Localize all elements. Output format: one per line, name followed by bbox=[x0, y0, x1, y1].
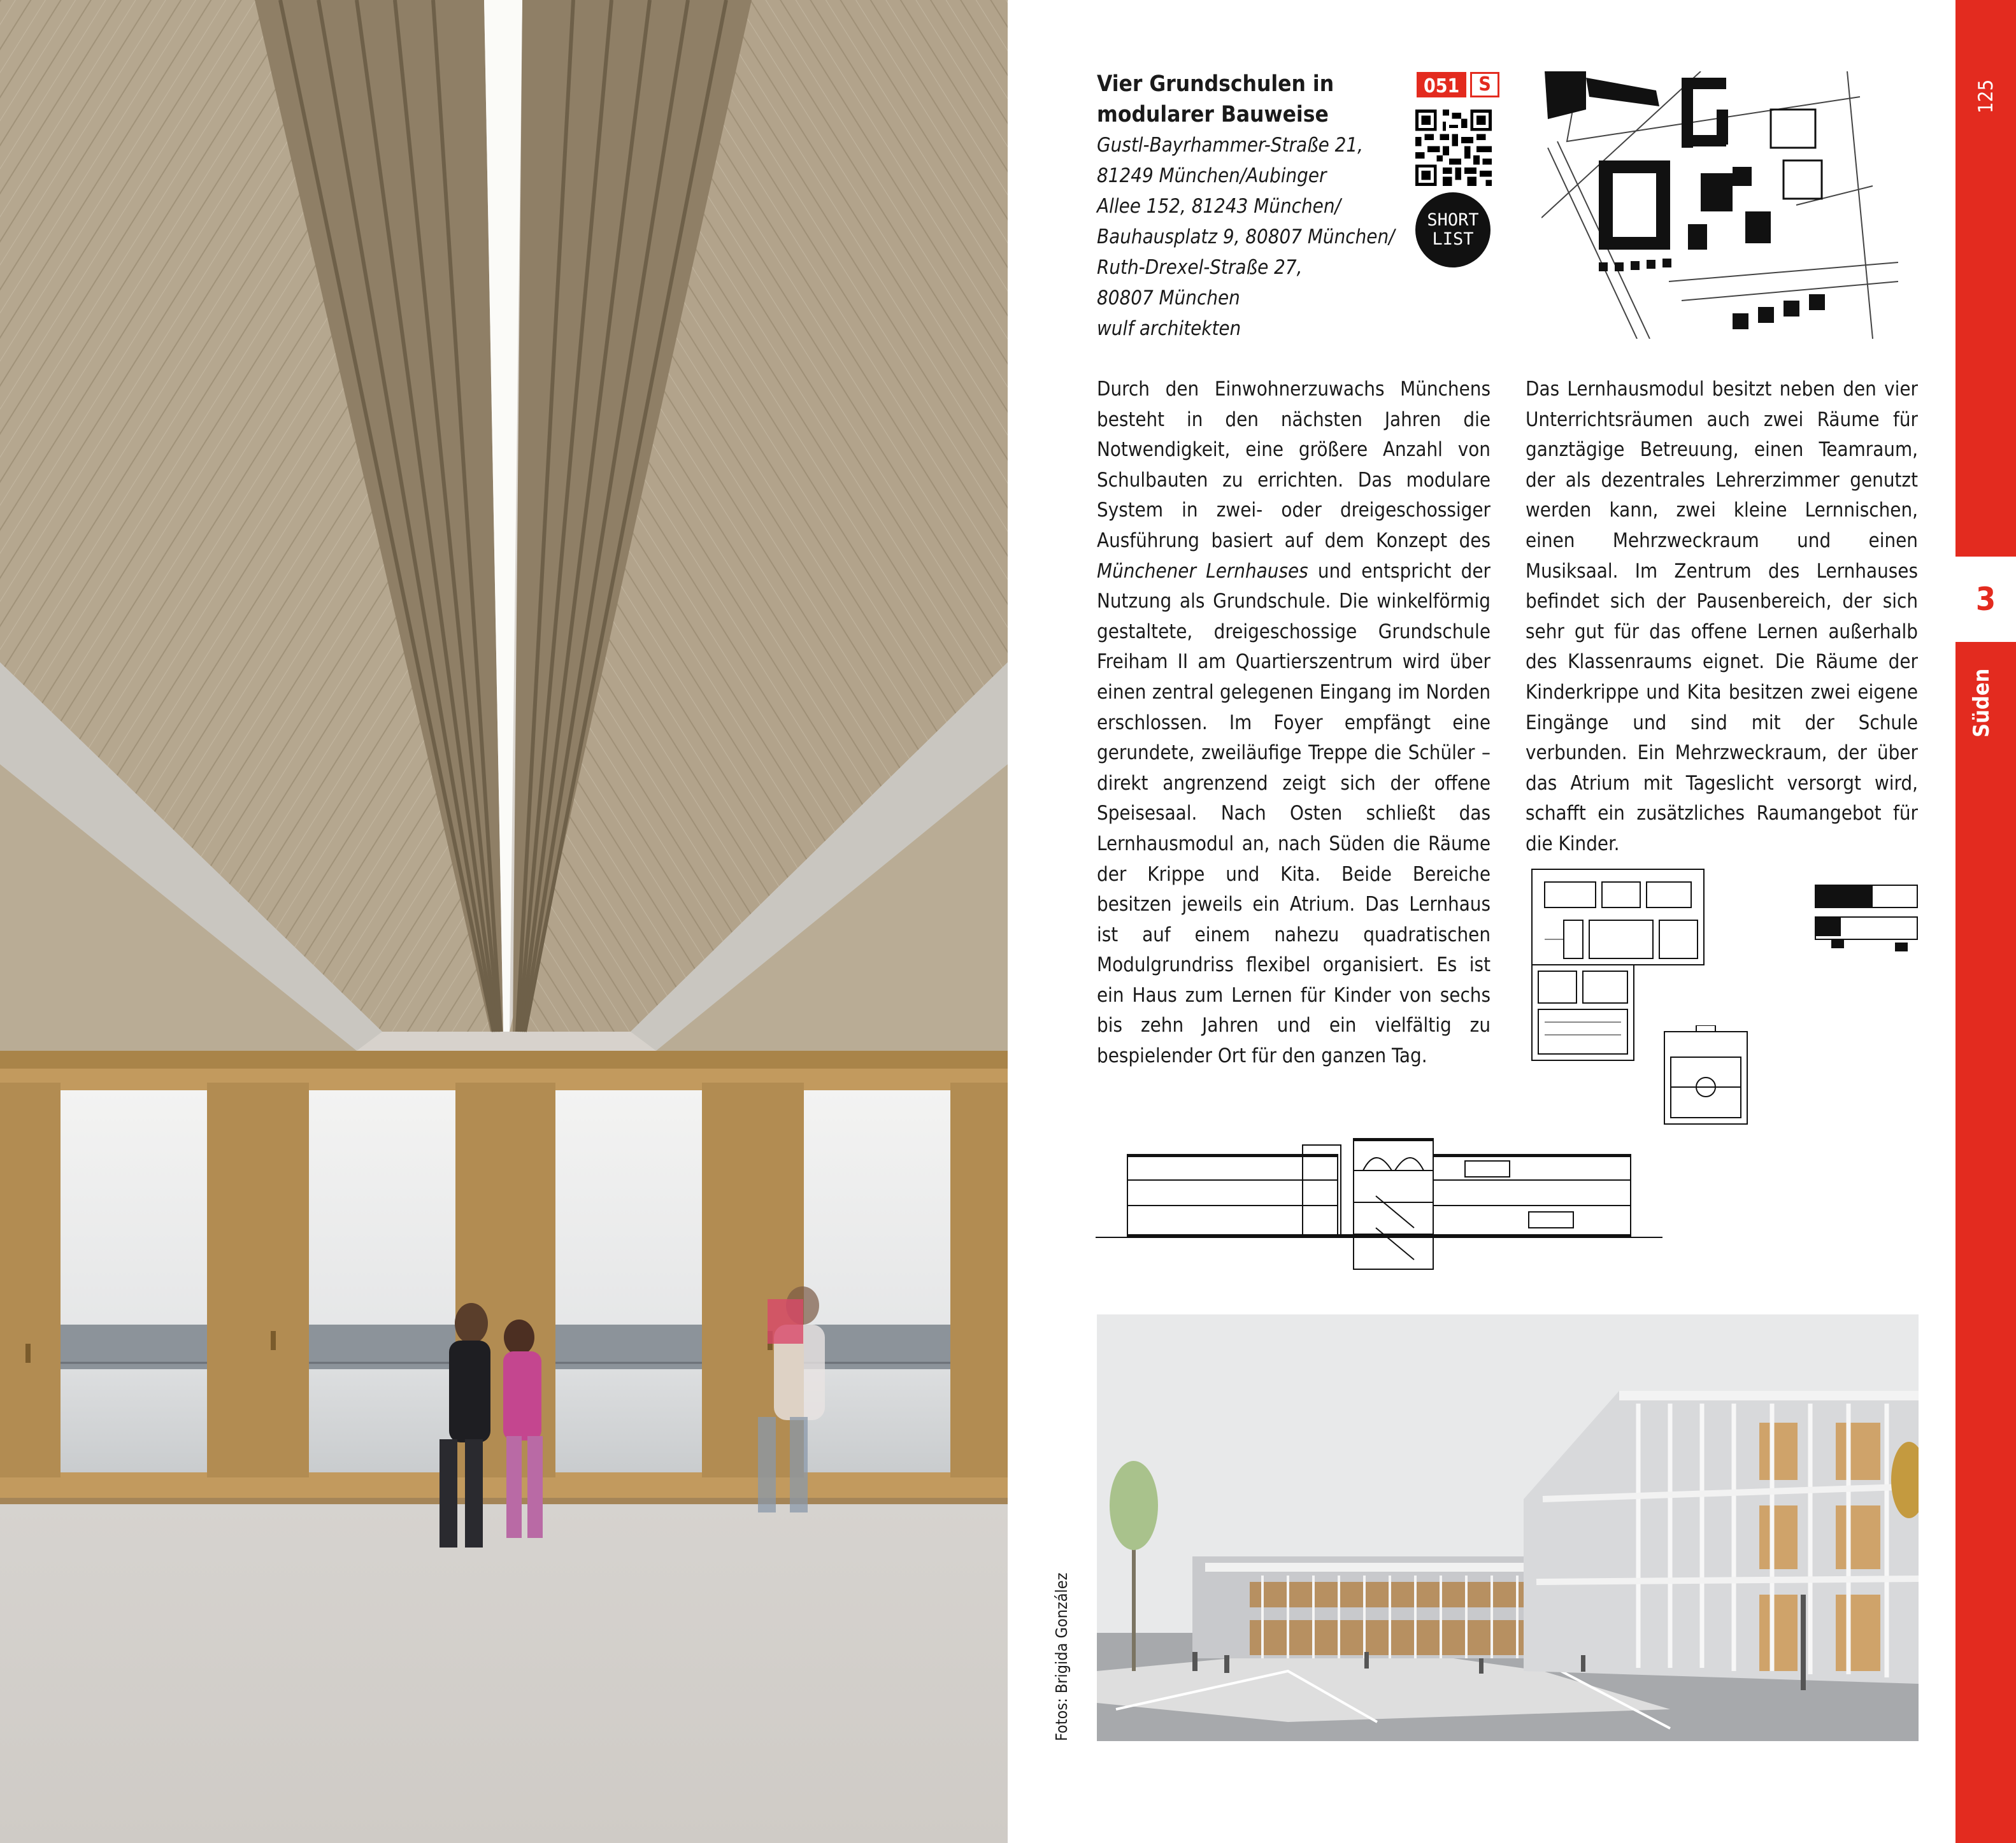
chapter-name: Süden bbox=[1969, 668, 1994, 737]
address-line: Bauhausplatz 9, 80807 München/ bbox=[1097, 225, 1395, 248]
address-line: 80807 München bbox=[1097, 287, 1240, 310]
region-letter: S bbox=[1470, 72, 1499, 97]
address-line: Gustl-Bayrhammer-Straße 21, bbox=[1097, 134, 1363, 157]
address-line: 81249 München/Aubinger bbox=[1097, 164, 1327, 187]
project-title-line-1: Vier Grundschulen in bbox=[1097, 71, 1334, 97]
body-text-column-2 bbox=[1526, 374, 1918, 860]
body-paragraph bbox=[1097, 374, 1491, 1072]
site-plan-drawing bbox=[1541, 71, 1898, 339]
gym-plan-drawing bbox=[1661, 1025, 1750, 1127]
body-text-part: Durch den Einwohnerzuwachs Münchens besteht in den nächsten Jahren die Notwendigkeit, eine größere Anzahl von Schulbauten zu errichten. Das modulare System in zwei- oder dreigeschossiger Ausführung basiert auf dem Konzept des bbox=[1097, 378, 1491, 552]
shortlist-line-2: LIST bbox=[1432, 229, 1474, 249]
object-number: 051 bbox=[1417, 72, 1466, 97]
body-text-emphasis: Münchener Lernhauses bbox=[1097, 559, 1308, 583]
architect-name: wulf architekten bbox=[1097, 317, 1241, 340]
address-line: Allee 152, 81243 München/ bbox=[1097, 195, 1341, 218]
address-line: Ruth-Drexel-Straße 27, bbox=[1097, 256, 1303, 279]
object-code bbox=[1417, 72, 1499, 97]
project-title-line-2: modularer Bauweise bbox=[1097, 102, 1329, 127]
courtyard-photo bbox=[1097, 1314, 1919, 1741]
page-number: 125 bbox=[1975, 79, 1998, 113]
shortlist-badge bbox=[1415, 192, 1491, 267]
body-paragraph: Das Lernhausmodul besitzt neben den vier Unterrichtsräumen auch zwei Räume für ganztägige Betreuung, einen Teamraum, der als dezentrales Lehrerzimmer genutzt werden kann, zwei kleine Lernnischen, einen Mehrzweckraum und einen Musiksaal. Im Zentrum des Lernhauses befindet sich der Pausenbereich, der sich sehr gut für das offene Lernen außerhalb des Klassenraums eignet. Die Räume der Kinderkrippe und Kita besitzen zwei eigene Eingänge und sind mit der Schule verbunden. Ein Mehrzweckraum, der über das Atrium mit Tageslicht versorgt wird, schafft ein zusätzliches Raumangebot für die Kinder. bbox=[1526, 378, 1918, 855]
key-plan-drawing bbox=[1812, 882, 1920, 955]
qr-code-icon[interactable] bbox=[1415, 110, 1492, 186]
section-drawing bbox=[1096, 1132, 1669, 1276]
body-text-part: und entspricht der Nutzung als Grundschule. Die winkelförmig gestaltete, dreigeschossige Grundschule Freiham II am Quartierszentrum wird über einen zentral gelegenen Eingang im Norden erschlossen. Im Foyer empfängt eine gerundete, zweiläufige Treppe die Schüler – direkt angrenzend zeigt sich der offene Speisesaal. Nach Osten schließt das Lernhausmodul an, nach Süden die Räume der Krippe und Kita. Beide Bereiche besitzen jeweils ein Atrium. Das Lernhaus ist auf einem nahezu quadratischen Modulgrundriss flexibel organisiert. Es ist ein Haus zum Lernen für Kinder von sechs bis zehn Jahren und ein vielfältig zu bespielender Ort für den ganzen Tag. bbox=[1097, 559, 1491, 1068]
chapter-number[interactable]: 3 bbox=[1955, 557, 2016, 642]
shortlist-line-1: SHORT bbox=[1427, 210, 1479, 230]
body-text-column-1 bbox=[1097, 374, 1491, 1072]
project-address bbox=[1097, 130, 1428, 344]
chapter-sidebar bbox=[1955, 0, 2016, 1843]
project-title bbox=[1097, 69, 1428, 130]
photo-credit: Fotos: Brigida González bbox=[1052, 1572, 1071, 1741]
